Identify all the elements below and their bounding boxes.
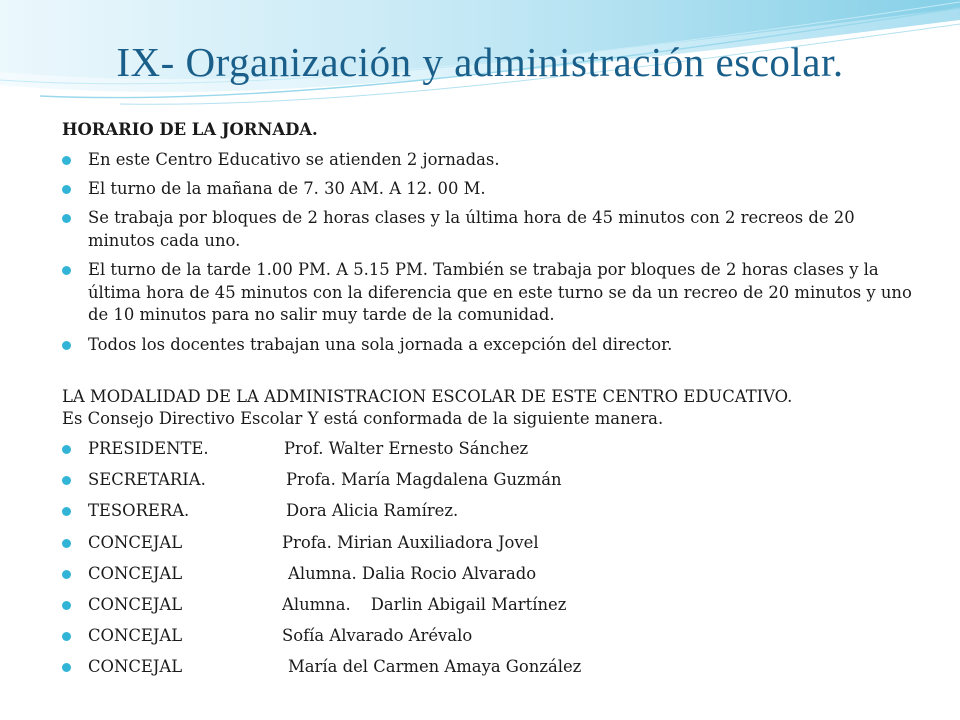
- bullet-dot-icon: [62, 214, 71, 223]
- bullet-text: El turno de la mañana de 7. 30 AM. A 12. 00 M.: [88, 178, 486, 198]
- member-role: CONCEJAL: [88, 657, 183, 677]
- bullet-text: En este Centro Educativo se atienden 2 jornadas.: [88, 149, 500, 169]
- bullet-dot-icon: [62, 445, 71, 454]
- list-item: [62, 207, 912, 252]
- member-role: SECRETARIA.: [88, 470, 206, 490]
- list-item: [62, 178, 912, 201]
- bullet-dot-icon: [62, 341, 71, 350]
- list-item: [62, 656, 912, 679]
- bullet-text: Todos los docentes trabajan una sola jornada a excepción del director.: [88, 334, 673, 354]
- member-role: PRESIDENTE.: [88, 438, 209, 458]
- list-item: [62, 500, 912, 523]
- bullet-dot-icon: [62, 185, 71, 194]
- bullet-text: Se trabaja por bloques de 2 horas clases y la última hora de 45 minutos con 2 recreos de 20 minutos cada uno.: [88, 208, 855, 250]
- member-name: María del Carmen Amaya González: [288, 657, 582, 677]
- list-item: [62, 438, 912, 461]
- section-spacer: [62, 363, 912, 386]
- bullet-dot-icon: [62, 476, 71, 485]
- member-name: Darlin Abigail Martínez: [370, 594, 567, 614]
- bullet-dot-icon: [62, 632, 71, 641]
- list-item: [62, 563, 912, 586]
- list-item: [62, 594, 912, 617]
- schedule-heading: HORARIO DE LA JORNADA.: [62, 120, 318, 139]
- schedule-bullet-list: [62, 149, 912, 357]
- list-item: [62, 625, 912, 648]
- list-item: [62, 469, 912, 492]
- bullet-dot-icon: [62, 663, 71, 672]
- member-role: CONCEJAL: [88, 626, 183, 646]
- slide-title: IX- Organización y administración escolar.: [116, 39, 844, 85]
- bullet-dot-icon: [62, 156, 71, 165]
- member-name-title: Alumna.: [282, 594, 351, 614]
- member-role: CONCEJAL: [88, 594, 183, 614]
- list-item: [62, 259, 912, 327]
- bullet-dot-icon: [62, 601, 71, 610]
- list-item: [62, 532, 912, 555]
- bullet-dot-icon: [62, 507, 71, 516]
- member-name: Profa. Mirian Auxiliadora Jovel: [282, 532, 539, 552]
- member-name: Sofía Alvarado Arévalo: [282, 626, 473, 646]
- administration-intro: [62, 386, 912, 431]
- member-role: CONCEJAL: [88, 532, 183, 552]
- member-role: TESORERA.: [88, 501, 190, 521]
- member-name: Alumna. Dalia Rocio Alvarado: [288, 563, 537, 583]
- bullet-dot-icon: [62, 570, 71, 579]
- bullet-dot-icon: [62, 266, 71, 275]
- slide-body: [62, 119, 912, 687]
- administration-heading: LA MODALIDAD DE LA ADMINISTRACION ESCOLAR DE ESTE CENTRO EDUCATIVO.: [62, 386, 793, 406]
- member-role: CONCEJAL: [88, 563, 183, 583]
- bullet-dot-icon: [62, 539, 71, 548]
- member-name: Prof. Walter Ernesto Sánchez: [284, 438, 529, 458]
- bullet-text: El turno de la tarde 1.00 PM. A 5.15 PM. También se trabaja por bloques de 2 horas clases y la última hora de 45 minutos con la diferencia que en este turno se da un recreo de 20 minutos y uno de 10 minutos para no salir muy tarde de la comunidad.: [88, 260, 912, 325]
- administration-description: Es Consejo Directivo Escolar Y está conformada de la siguiente manera.: [62, 409, 664, 429]
- council-member-list: [62, 438, 912, 679]
- member-name: Profa. María Magdalena Guzmán: [286, 470, 562, 490]
- member-name: Dora Alicia Ramírez.: [286, 501, 459, 521]
- list-item: [62, 149, 912, 172]
- list-item: [62, 334, 912, 357]
